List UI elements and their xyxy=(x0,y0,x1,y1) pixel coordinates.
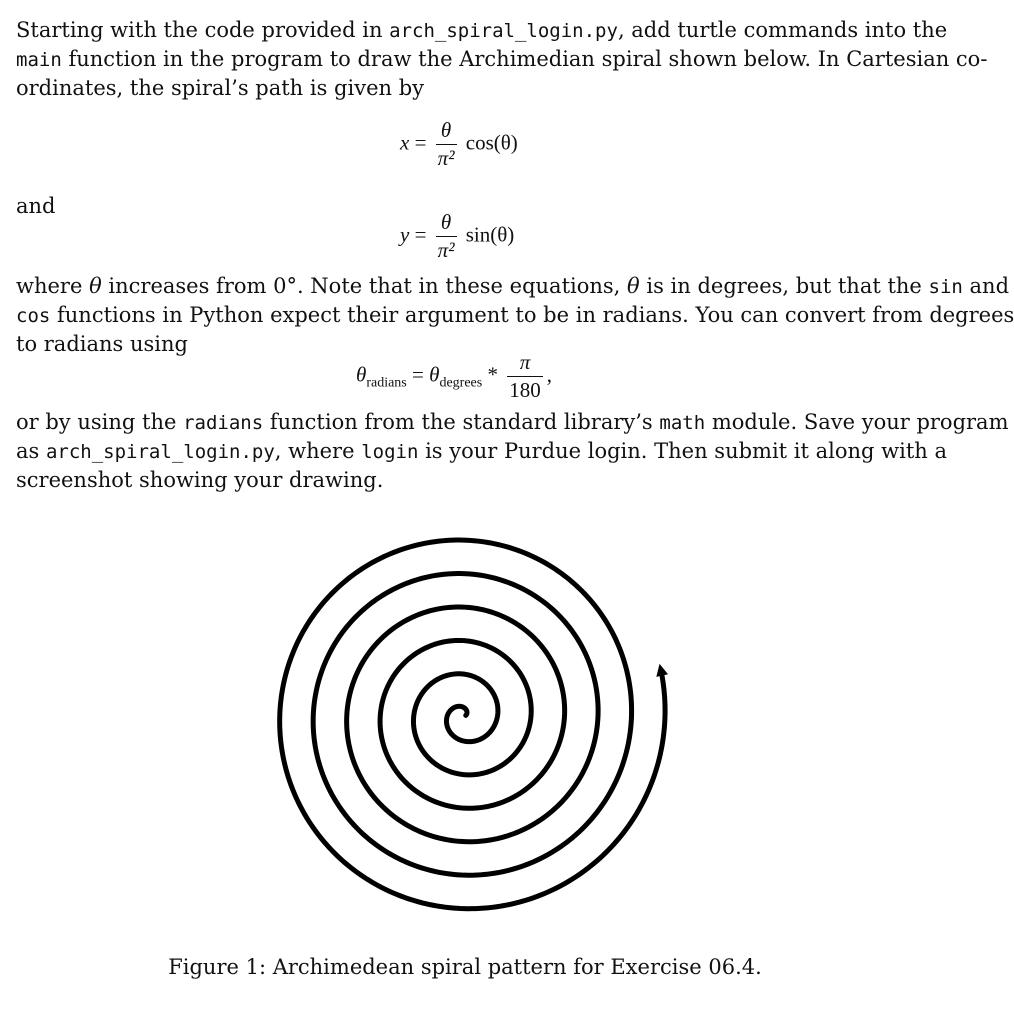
frac-denominator: π² xyxy=(437,238,455,262)
filename-code: arch_spiral_login.py xyxy=(45,441,275,463)
spiral-path xyxy=(280,540,665,909)
eq-fraction: $\frac{\pi}{180}$ xyxy=(509,350,541,402)
frac-denominator: π² xyxy=(437,146,455,170)
filename-code: arch_spiral_login.py xyxy=(389,20,618,42)
eq-sign: = xyxy=(414,222,427,247)
eq-sign: = xyxy=(414,130,427,155)
figure-caption: Figure 1: Archimedean spiral pattern for Exercise 06.4. xyxy=(168,955,762,979)
frac-numerator: θ xyxy=(440,210,452,234)
frac-numerator: θ xyxy=(440,118,452,142)
login-code: login xyxy=(361,441,419,463)
degrees-paragraph: where θ increases from 0°. Note that in these equations, θ is in degrees, but that the sin and cos functions in Python expect their argument to be in radians. You can convert from degrees to radians using xyxy=(16,274,1014,356)
save-paragraph: or by using the radians function from the standard library’s math module. Save your program as arch_spiral_login.py, where login is your Purdue login. Then submit it along with a screenshot showing your drawing. xyxy=(16,410,1009,492)
cos-code: cos xyxy=(16,305,51,327)
intro-text: Starting with the code provided in xyxy=(16,18,383,42)
eq-lhs: y xyxy=(400,222,410,247)
sin-code: sin xyxy=(928,276,963,298)
math-code: math xyxy=(659,412,706,434)
intro-text: , add turtle commands into the xyxy=(617,18,948,42)
eq-rhs: cos(θ) xyxy=(465,130,518,155)
intro-text: ordinates, the spiral’s path is given by xyxy=(16,76,425,100)
eq-lhs: x xyxy=(400,130,410,155)
theta-symbol: θ xyxy=(627,274,640,298)
theta-symbol: θ xyxy=(89,274,102,298)
intro-text: function in the program to draw the Archimedian spiral shown below. In Cartesian co- xyxy=(68,47,988,71)
and-text: and xyxy=(16,194,56,218)
spiral-arrowhead xyxy=(656,664,668,677)
main-code: main xyxy=(16,49,62,71)
eq-rhs: sin(θ) xyxy=(465,222,515,247)
radians-code: radians xyxy=(183,412,264,434)
equation-radians: $\theta_{radians} = \theta_{degrees}$ * $\frac{\pi}{180}$ , xyxy=(356,350,552,402)
